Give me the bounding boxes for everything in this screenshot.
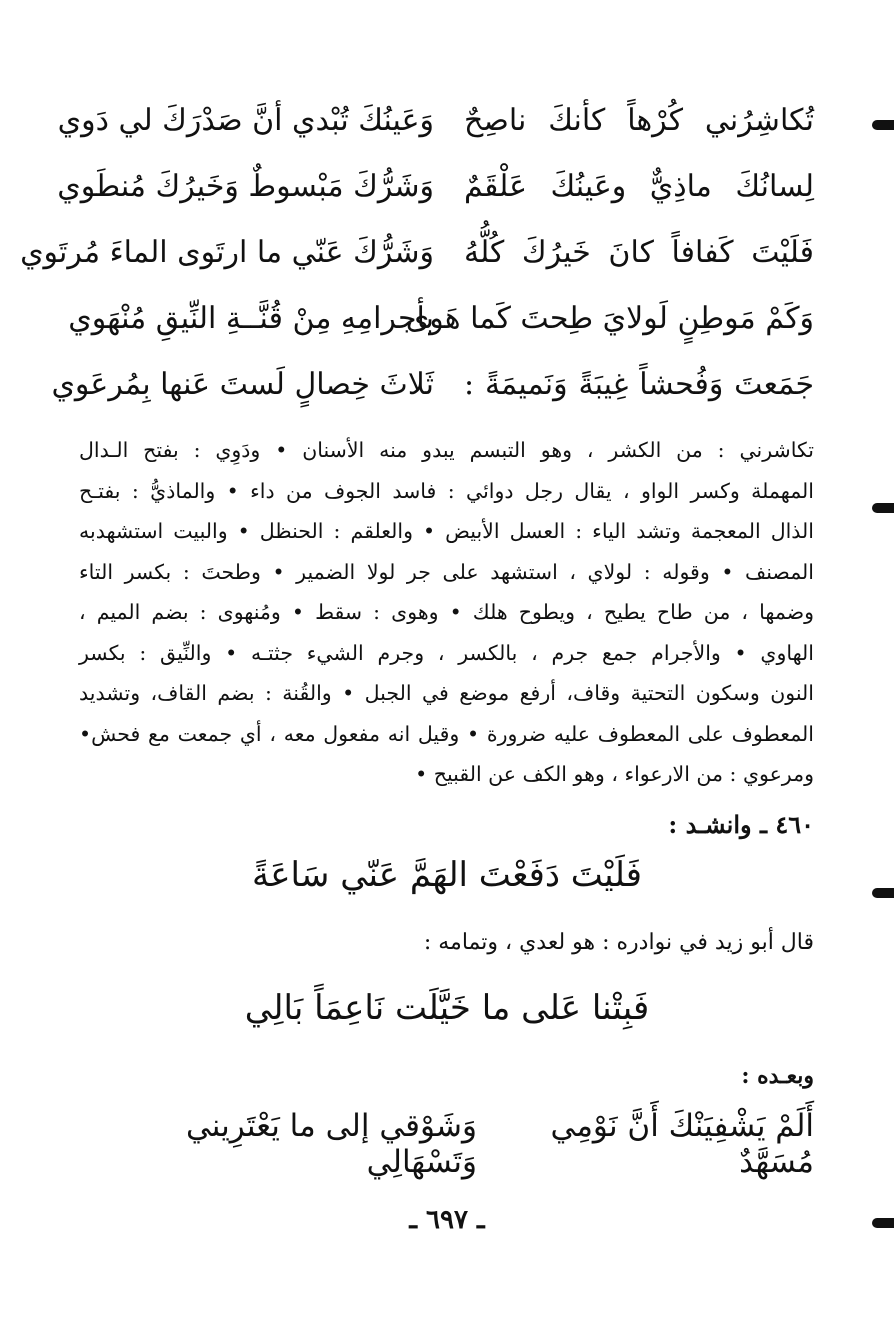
verse-couplet bbox=[20, 220, 814, 286]
commentary-line: المعطوف على المعطوف عليه ضرورة • وقيل انه مفعول معه ، أي جمعت مع فحش• bbox=[79, 721, 814, 746]
commentary-line: ومرعوي : من الارعواء ، وهو الكف عن القبيح • bbox=[415, 762, 814, 786]
verse-second-hemistich: وَعَينُكَ تُبْدي أنَّ صَدْرَكَ لي دَوي bbox=[57, 103, 434, 138]
commentary-line: وضمها ، من طاح يطيح ، ويطوح هلك • وهوى : سقط • ومُنهوى : بضم الميم ، bbox=[79, 600, 814, 624]
verse-first-hemistich: فَلَيْتَ كَفافاً كانَ خَيرُكَ كُلُّهُ bbox=[464, 235, 814, 270]
final-couplet bbox=[79, 1108, 814, 1180]
section-heading: ٤٦٠ ـ وانشـد : bbox=[668, 810, 814, 839]
poem-verses bbox=[20, 88, 814, 418]
commentary-line: تكاشرني : من الكشر ، وهو التبسم يبدو منه الأسنان • ودَوِي : بفتح الـدال bbox=[79, 438, 814, 462]
continuation-label: وبعـده : bbox=[741, 1063, 814, 1089]
page-number: ـ ٦٩٧ ـ bbox=[409, 1205, 485, 1235]
quoted-verse: فَلَيْتَ دَفَعْتَ الهَمَّ عَنّي سَاعَةً bbox=[252, 855, 642, 895]
commentary-line: المهملة وكسر الواو ، يقال رجل دوائي : فاسد الجوف من داء • والماذيُّ : بفتـح bbox=[79, 478, 814, 503]
quoted-verse-completion: فَبِتْنا عَلى ما خَيَّلَت نَاعِمَاً بَالِي bbox=[244, 988, 650, 1028]
margin-mark bbox=[872, 120, 894, 130]
verse-first-hemistich: جَمَعتَ وَفُحشاً غِيبَةً وَنَميمَةً : bbox=[464, 367, 814, 402]
verse-couplet bbox=[57, 88, 814, 154]
verse-first-hemistich: وَكَمْ مَوطِنٍ لَولايَ طِحتَ كَما هَوى bbox=[405, 301, 814, 336]
verse-first-hemistich: لِسانُكَ ماذِيٌّ وعَينُكَ عَلْقَمٌ bbox=[464, 169, 814, 204]
verse-first-hemistich: أَلَمْ يَشْفِيَنْكَ أَنَّ نَوْمِي مُسَهَّدٌ bbox=[550, 1108, 814, 1180]
verse-couplet bbox=[57, 154, 814, 220]
verse-couplet bbox=[68, 286, 814, 352]
verse-second-hemistich: ثَلاثَ خِصالٍ لَستَ عَنها بِمُرعَوي bbox=[51, 367, 434, 402]
verse-second-hemistich: وَشَرُّكَ مَبْسوطٌ وَخَيرُكَ مُنطَوي bbox=[57, 169, 434, 204]
attribution-note: قال أبو زيد في نوادره : هو لعدي ، وتمامه : bbox=[423, 930, 814, 955]
verse-second-hemistich: وَشَوْقي إلى ما يَعْتَرِيني وَتَسْهَالِي bbox=[185, 1108, 477, 1180]
commentary-paragraph bbox=[79, 430, 814, 795]
verse-second-hemistich: بأجرامِهِ مِنْ قُنَّــةِ النِّيقِ مُنْهَوي bbox=[68, 301, 434, 336]
verse-couplet bbox=[51, 352, 814, 418]
commentary-line: المصنف • وقوله : لولاي ، استشهد على جر لولا الضمير • وطحتَ : بكسر التاء bbox=[79, 559, 814, 584]
verse-first-hemistich: تُكاشِرُني كُرْهاً كأنكَ ناصِحٌ bbox=[464, 103, 814, 138]
margin-mark bbox=[872, 503, 894, 513]
commentary-line: النون وسكون التحتية وقاف، أرفع موضع في الجبل • والقُنة : بضم القاف، وتشديد bbox=[79, 681, 814, 705]
commentary-line: الذال المعجمة وتشد الياء : العسل الأبيض • والعلقم : الحنظل • والبيت استشهدبه bbox=[79, 519, 814, 543]
verse-second-hemistich: وَشَرُّكَ عَنّي ما ارتَوى الماءَ مُرتَوي bbox=[20, 235, 434, 270]
commentary-line: الهاوي • والأجرام جمع جرم ، بالكسر ، وجرم الشيء جثتـه • والنِّيق : بكسر bbox=[79, 640, 814, 665]
